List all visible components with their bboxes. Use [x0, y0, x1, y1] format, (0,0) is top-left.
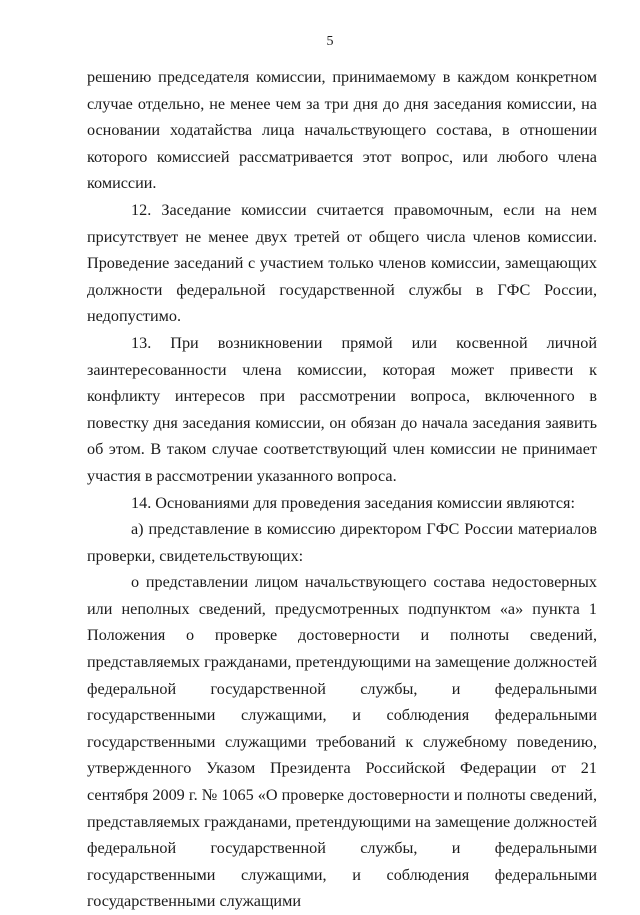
- page-number: 5: [326, 34, 334, 49]
- paragraph-continuation: решению председателя комиссии, принимаемому в каждом конкретном случае отдельно, не менее чем за три дня до дня заседания комиссии, на основании ходатайства лица начальствующего состава, в отношении которого комиссией рассматривается этот вопрос, или любого члена комиссии.: [87, 68, 597, 193]
- paragraph-13: 13. При возникновении прямой или косвенной личной заинтересованности члена комиссии, которая может привести к конфликту интересов при рассмотрении вопроса, включенного в повестку дня заседания комиссии, он обязан до начала заседания заявить об этом. В таком случае соответствующий член комиссии не принимает участия в рассмотрении указанного вопроса.: [87, 333, 597, 485]
- document-body: [87, 64, 597, 915]
- paragraph-14a-item: о представлении лицом начальствующего состава недостоверных или неполных сведений, предусмотренных подпунктом «а» пункта 1 Положения о проверке достоверности и полноты сведений, представляемых гражданами, претендующими на замещение должностей федеральной государственной службы, и федеральными государственными служащими, и соблюдения федеральными государственными служащими требований к служебному поведению, утвержденного Указом Президента Российской Федерации от 21 сентября 2009 г. № 1065 «О проверке достоверности и полноты сведений, представляемых гражданами, претендующими на замещение должностей федеральной государственной службы, и федеральными государственными служащими, и соблюдения федеральными государственными служащими: [87, 573, 597, 911]
- paragraph-14a: а) представление в комиссию директором ГФС России материалов проверки, свидетельствующих:: [87, 520, 597, 565]
- paragraph-12: 12. Заседание комиссии считается правомочным, если на нем присутствует не менее двух третей от общего числа членов комиссии. Проведение заседаний с участием только членов комиссии, замещающих должности федеральной государственной службы в ГФС России, недопустимо.: [87, 200, 597, 326]
- paragraph-14: 14. Основаниями для проведения заседания комиссии являются:: [131, 493, 575, 512]
